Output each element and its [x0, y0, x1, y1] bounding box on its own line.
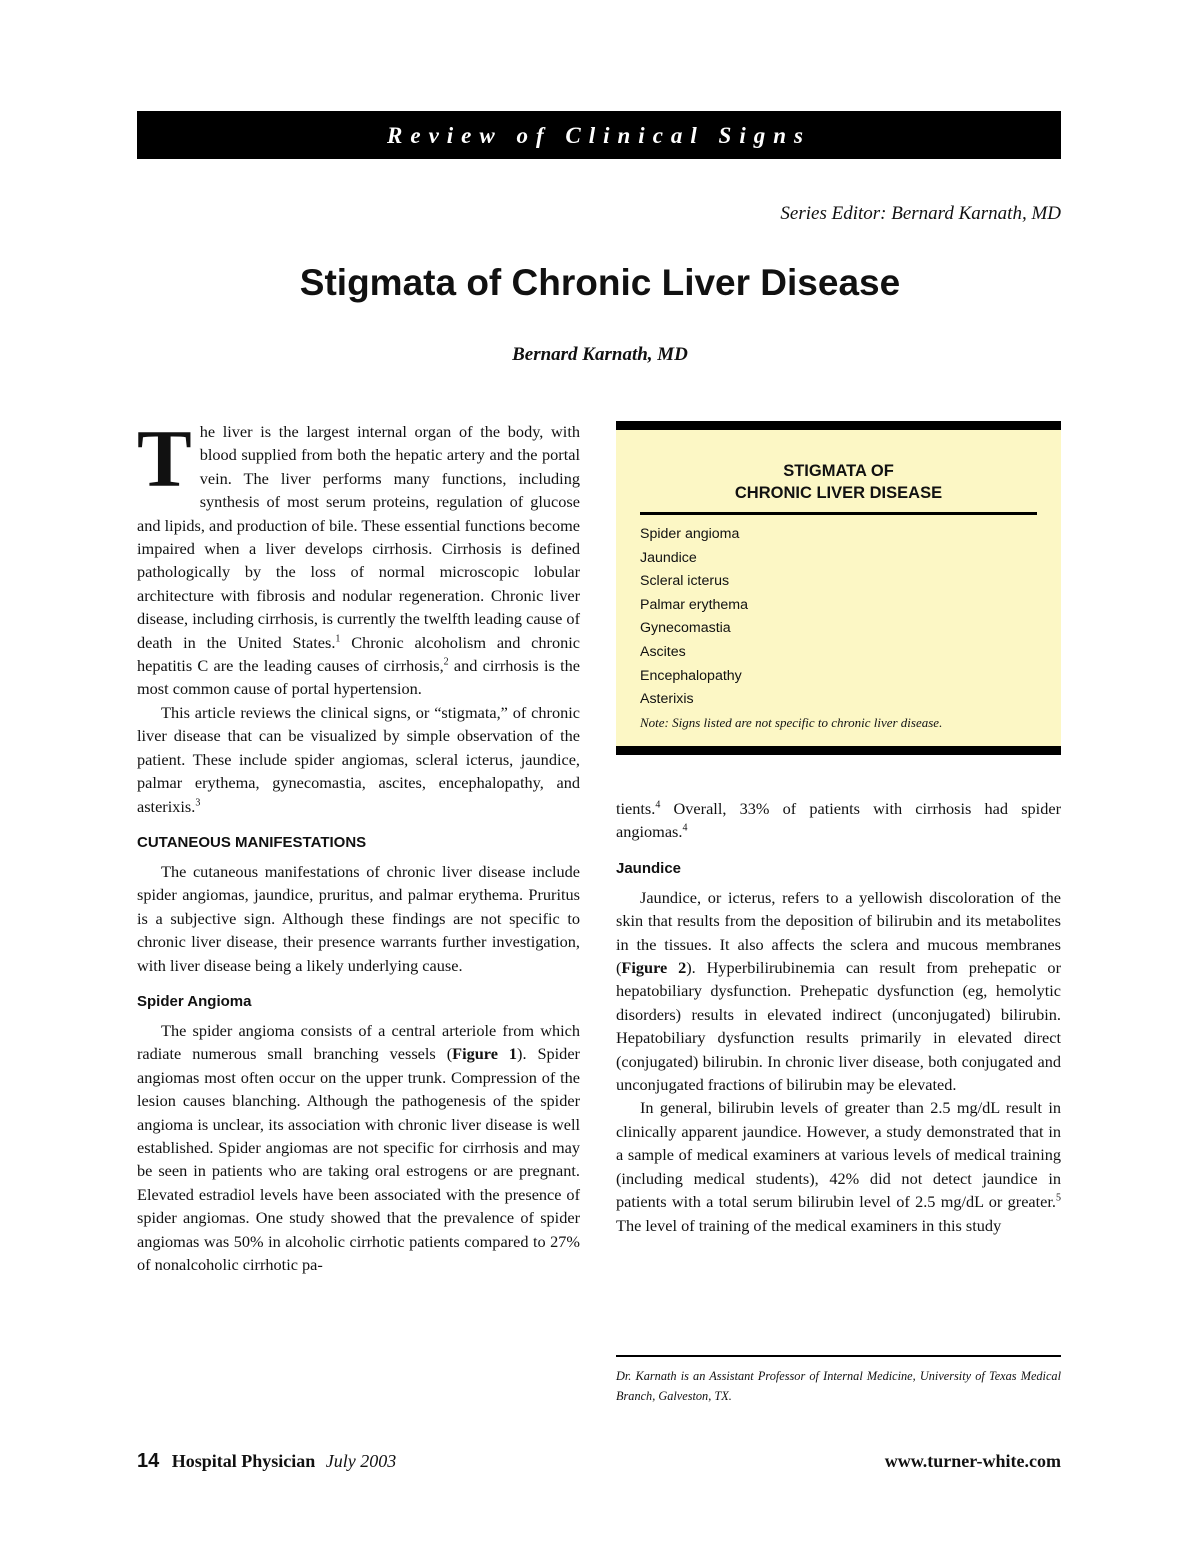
figure-reference: Figure 2: [621, 958, 687, 978]
intro-paragraph: The liver is the largest internal organ of the body, with blood supplied from both the hepatic artery and the portal vein. The liver performs many functions, including synthesis of most serum proteins, regulation of glucose and lipids, and production of bile. These essential functions become impaired when a liver develops cirrhosis. Cirrhosis is defined pathologically by the loss of normal microscopic lobular architecture with fibrosis and nodular regeneration. Chronic liver disease, including cirrhosis, is currently the twelfth leading cause of death in the United States.$^1$ Chronic alcoholism and chronic hepatitis C are the leading causes of cirrhosis,$^2$ and cirrhosis is the most common cause of portal hypertension.: [137, 413, 581, 699]
drop-cap: T: [137, 413, 192, 504]
body-paragraph: This article reviews the clinical signs, or “stigmata,” of chronic liver disease that can be visualized by simple observation of the patient. These include spider angiomas, scleral icterus, jaundice, palmar erythema, gynecomastia, ascites, encephalopathy, and asterixis.$^3$: [137, 702, 580, 816]
list-item: Encephalopathy: [640, 667, 742, 684]
subsection-heading: Spider Angioma: [137, 992, 252, 1010]
box-title: STIGMATA OF CHRONIC LIVER DISEASE: [734, 462, 943, 502]
body-paragraph: tients.$^4$ Overall, 33% of patients with cirrhosis had spider angiomas.$^4$: [616, 799, 1061, 842]
body-paragraph: The cutaneous manifestations of chronic liver disease include spider angiomas, jaundice, pruritus, and palmar erythema. Pruritus is a subjective sign. Although these findings are not specific to chronic liver disease, their presence warrants further investigation, with liver disease being a likely underlying cause.: [137, 861, 580, 975]
page-footer-left: [137, 1450, 396, 1473]
list-item: Spider angioma: [640, 526, 740, 542]
right-column: [616, 797, 1061, 1237]
body-paragraph: Jaundice, or icterus, refers to a yellowish discoloration of the skin that results from the deposition of bilirubin and its metabolites in the tissues. It also affects the sclera and mucous membranes (Figure 2). Hyperbilirubinemia can result from prehepatic or hepatobiliary dysfunction. Prehepatic dysfunction (eg, hemolytic disorders) results in elevated indirect (unconjugated) bilirubin. Hepatobiliary dysfunction results primarily in elevated direct (conjugated) bilirubin. In chronic liver disease, both conjugated and unconjugated fractions of bilirubin may be elevated.: [616, 887, 1061, 1095]
author-footnote: Dr. Karnath is an Assistant Professor of Internal Medicine, University of Texas Medical Branch, Galveston, TX.: [616, 1369, 1061, 1403]
box-note: Note: Signs listed are not specific to chronic liver disease.: [640, 714, 943, 730]
subsection-heading: Jaundice: [616, 859, 682, 877]
left-column: [137, 413, 581, 1276]
list-item: Ascites: [640, 643, 686, 660]
list-item: Gynecomastia: [640, 620, 731, 637]
list-item: Asterixis: [640, 691, 694, 708]
website-link[interactable]: www.turner-white.com: [884, 1451, 1061, 1471]
body-paragraph: In general, bilirubin levels of greater than 2.5 mg/dL result in clinically apparent jaundice. However, a study demonstrated that in a sample of medical examiners at various levels of medical training (including medical students), 42% did not detect jaundice in patients with a total serum bilirubin level of 2.5 mg/dL or greater.$^5$ The level of training of the medical examiners in this study: [616, 1098, 1061, 1235]
footnote-divider: [616, 1355, 1061, 1357]
stigmata-list: [616, 523, 1061, 712]
list-item: Jaundice: [640, 549, 697, 566]
section-banner: Review of Clinical Signs: [137, 111, 1061, 159]
box-divider: [640, 512, 1037, 515]
section-heading: CUTANEOUS MANIFESTATIONS: [137, 833, 367, 851]
figure-reference: Figure 1: [452, 1044, 518, 1064]
article-title: Stigmata of Chronic Liver Disease: [299, 262, 901, 303]
page-number: 14: [137, 1450, 160, 1472]
list-item: Palmar erythema: [640, 596, 749, 613]
journal-name: Hospital Physician: [171, 1451, 316, 1471]
series-editor: Series Editor: Bernard Karnath, MD: [780, 203, 1061, 224]
sidebar-box: [616, 421, 1061, 755]
article-author: Bernard Karnath, MD: [512, 344, 688, 365]
body-paragraph: The spider angioma consists of a central arteriole from which radiate numerous small branching vessels (Figure 1). Spider angiomas most often occur on the upper trunk. Compression of the lesion causes blanching. Although the pathogenesis of the spider angioma is unclear, its association with chronic liver disease is well established. Spider angiomas are not specific for cirrhosis and may be seen in patients who are taking oral estrogens or are pregnant. Elevated estradiol levels have been associated with the presence of spider angiomas. One study showed that the prevalence of spider angiomas was 50% in alcoholic cirrhotic patients compared to 27% of nonalcoholic cirrhotic pa-: [137, 1020, 580, 1274]
issue-date: July 2003: [325, 1451, 397, 1471]
list-item: Scleral icterus: [640, 573, 730, 590]
